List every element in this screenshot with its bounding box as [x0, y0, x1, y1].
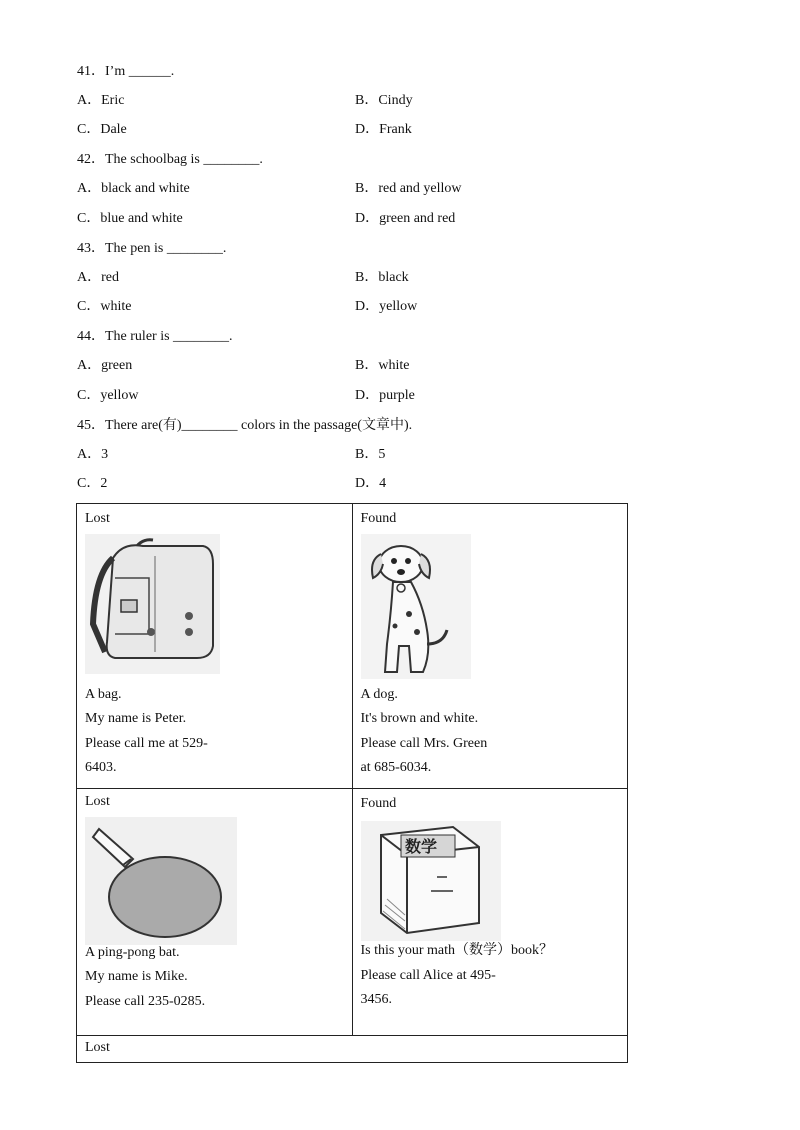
- notice-bag: [77, 504, 353, 789]
- notice-last-heading: Lost: [85, 1040, 110, 1055]
- notice-bat-line-2: My name is Mike.: [85, 969, 188, 984]
- q44-option-b: B．white: [355, 358, 410, 373]
- q43-option-a: A．red: [77, 270, 119, 285]
- q41-option-b: B．Cindy: [355, 93, 413, 108]
- notice-book-heading: Found: [360, 796, 397, 811]
- q44-option-c: C．yellow: [77, 388, 139, 403]
- schoolbag-illustration: [85, 534, 220, 674]
- notice-bat-line-3: Please call 235-0285.: [85, 994, 206, 1009]
- notice-book-line-3: 3456.: [360, 992, 392, 1007]
- question-43-stem: 43．The pen is ________.: [77, 241, 227, 256]
- q45-option-c: C．2: [77, 476, 108, 491]
- notice-bag-heading: Lost: [85, 511, 110, 526]
- q45-option-a: A．3: [77, 447, 109, 462]
- notice-bag-line-2: My name is Peter.: [85, 711, 187, 726]
- question-41-stem: 41．I’m ______.: [77, 64, 175, 79]
- question-44-stem: 44．The ruler is ________.: [77, 329, 233, 344]
- book-cover-title: 数学: [404, 837, 437, 856]
- notice-bat-line-1: A ping-pong bat.: [85, 945, 180, 960]
- q41-option-c: C．Dale: [77, 122, 127, 137]
- notice-dog-line-3: Please call Mrs. Green: [360, 736, 488, 751]
- notice-dog: [352, 504, 628, 789]
- notice-dog-line-4: at 685-6034.: [360, 760, 432, 775]
- q43-option-d: D．yellow: [355, 299, 418, 314]
- notice-book-line-1: Is this your math（数学）book？: [360, 943, 553, 958]
- q43-option-c: C．white: [77, 299, 132, 314]
- q42-option-d: D．green and red: [355, 211, 456, 226]
- q41-option-a: A．Eric: [77, 93, 125, 108]
- q41-option-d: D．Frank: [355, 122, 412, 137]
- notice-bag-line-3: Please call me at 529-: [85, 736, 208, 751]
- lost-found-table: [76, 503, 628, 1063]
- math-book-illustration: [361, 821, 501, 941]
- notice-last: [77, 1036, 628, 1063]
- q42-option-a: A．black and white: [77, 181, 190, 196]
- q45-option-d: D．4: [355, 476, 387, 491]
- notice-bag-line-4: 6403.: [85, 760, 117, 775]
- q44-option-d: D．purple: [355, 388, 415, 403]
- q42-option-c: C．blue and white: [77, 211, 183, 226]
- notice-dog-line-2: It's brown and white.: [360, 711, 479, 726]
- notice-dog-line-1: A dog.: [360, 687, 398, 702]
- q42-option-b: B．red and yellow: [355, 181, 462, 196]
- notice-bat-heading: Lost: [85, 794, 110, 809]
- q45-option-b: B．5: [355, 447, 386, 462]
- notice-bat: [77, 789, 353, 1036]
- notice-book: [352, 789, 628, 1036]
- q43-option-b: B．black: [355, 270, 409, 285]
- notice-book-line-2: Please call Alice at 495-: [360, 968, 496, 983]
- question-45-stem: 45．There are(有)________ colors in the passage(文章中).: [77, 418, 413, 433]
- ping-pong-bat-illustration: [85, 817, 237, 945]
- q44-option-a: A．green: [77, 358, 133, 373]
- dog-illustration: [361, 534, 471, 679]
- notice-bag-line-1: A bag.: [85, 687, 122, 702]
- question-42-stem: 42．The schoolbag is ________.: [77, 152, 263, 167]
- notice-dog-heading: Found: [360, 511, 397, 526]
